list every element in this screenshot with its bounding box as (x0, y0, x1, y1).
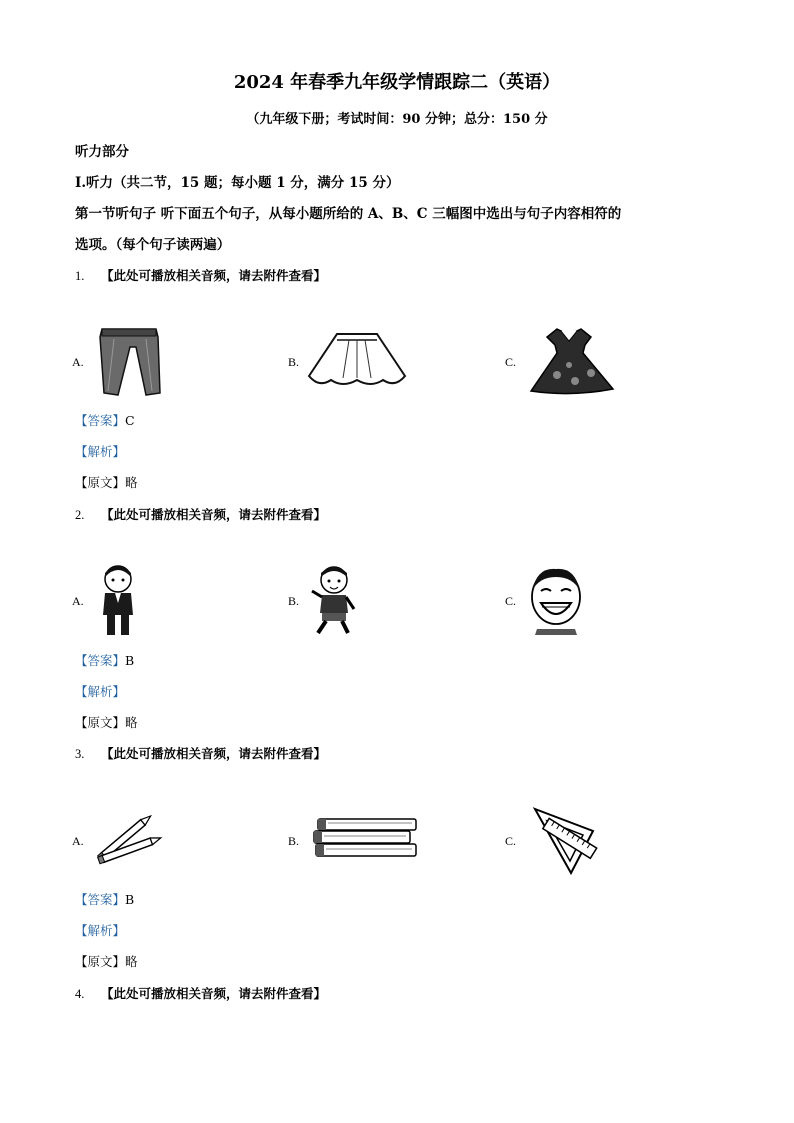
original-row-2 (75, 713, 138, 731)
option-a-label: A. (72, 834, 84, 848)
page-title: 2024 年春季九年级学情跟踪二（英语） (233, 72, 561, 93)
original-value: 略 (125, 715, 138, 730)
answer-tag: 【答案】 (75, 413, 126, 428)
analysis-row-1 (75, 442, 125, 460)
rulers-icon (527, 803, 599, 877)
original-row-3 (75, 952, 138, 970)
part-heading: 听力部分 (75, 144, 129, 160)
answer-tag: 【答案】 (75, 653, 126, 668)
question-3 (75, 744, 326, 762)
option-b-label: B. (288, 834, 300, 848)
question-1 (75, 266, 326, 284)
dress-icon (527, 325, 617, 397)
question-2 (75, 505, 326, 523)
answer-value: B (125, 892, 135, 907)
analysis-row-2 (75, 682, 125, 700)
answer-row-3 (75, 890, 134, 908)
option-b-label: B. (288, 594, 300, 608)
instruction-line-1: 第一节听句子 听下面五个句子，从每小题所给的 A、B、C 三幅图中选出与句子内容相符的 (75, 206, 622, 222)
original-value: 略 (125, 954, 138, 969)
question-number: 4. (75, 987, 85, 1001)
answer-row-1 (75, 411, 135, 429)
original-tag: 【原文】 (75, 715, 126, 730)
audio-note[interactable]: 【此处可播放相关音频，请去附件查看】 (100, 507, 326, 522)
question-number: 2. (75, 508, 85, 522)
laughing-boy-icon (527, 565, 585, 635)
original-tag: 【原文】 (75, 954, 126, 969)
answer-row-2 (75, 651, 134, 669)
option-c-label: C. (505, 355, 517, 369)
analysis-tag: 【解析】 (75, 923, 126, 938)
option-b-label: B. (288, 355, 300, 369)
audio-note[interactable]: 【此处可播放相关音频，请去附件查看】 (100, 268, 326, 283)
option-c-label: C. (505, 594, 517, 608)
analysis-tag: 【解析】 (75, 444, 126, 459)
option-a-label: A. (72, 594, 84, 608)
original-row-1 (75, 473, 138, 491)
option-a-label: A. (72, 355, 84, 369)
pencils-icon (93, 810, 165, 870)
original-tag: 【原文】 (75, 475, 126, 490)
boy-in-tshirt-icon (308, 565, 358, 637)
option-c-label: C. (505, 834, 517, 848)
skirt-icon (305, 330, 410, 390)
boy-in-suit-icon (97, 565, 139, 637)
question-4 (75, 984, 326, 1002)
audio-note[interactable]: 【此处可播放相关音频，请去附件查看】 (100, 746, 326, 761)
section-heading: I.听力（共二节，15 题；每小题 1 分，满分 15 分） (75, 175, 400, 191)
analysis-row-3 (75, 921, 125, 939)
answer-value: B (125, 653, 135, 668)
original-value: 略 (125, 475, 138, 490)
audio-note[interactable]: 【此处可播放相关音频，请去附件查看】 (100, 986, 326, 1001)
instruction-line-2: 选项。（每个句子读两遍） (75, 237, 231, 253)
question-number: 3. (75, 747, 85, 761)
answer-tag: 【答案】 (75, 892, 126, 907)
question-number: 1. (75, 269, 85, 283)
exam-info: （九年级下册；考试时间：90 分钟；总分：150 分 (246, 112, 548, 127)
answer-value: C (125, 413, 135, 428)
books-icon (308, 815, 420, 859)
trousers-icon (94, 325, 164, 397)
analysis-tag: 【解析】 (75, 684, 126, 699)
